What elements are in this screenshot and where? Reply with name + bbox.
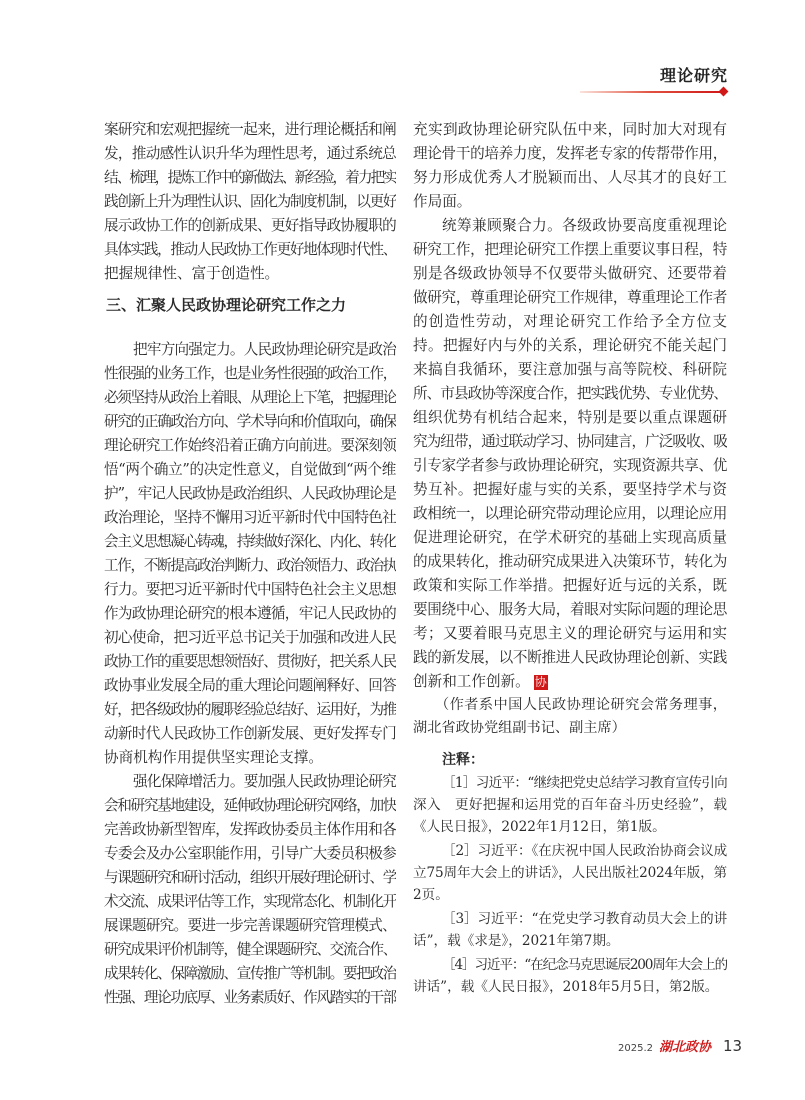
text-line: 湖北省政协党组副书记、副主席） [413,720,626,736]
text-line: 案研究和宏观把握统一起来，进行理论概括和阐 [104,121,396,138]
text-line: （作者系中国人民政协理论研究会常务理事， [435,697,727,713]
right-column [413,118,727,1000]
text-line: 来搞自我循环，要注意加强与高等院校、科研院 [413,361,727,378]
text-line: 性强、理论功底厚、业务素质好、作风踏实的干部 [104,989,396,1006]
paragraph [413,118,727,214]
text-line: 理论研究工作始终沿着正确方向前进。要深刻领 [104,437,396,454]
text-line: 把牢方向强定力。人民政协理论研究是政治 [133,341,396,358]
paragraph-lead: 把牢方向强定力。 [133,341,244,358]
text-line: 初心使命，把习近平总书记关于加强和改进人民 [104,629,396,646]
paragraph [104,338,396,770]
notes-list [413,772,727,998]
text-line: 性很强的业务工作，也是业务性很强的政治工作， [104,365,396,382]
text-line: 的创造性劳动，对理论研究工作给予全方位支 [413,313,727,330]
text-line: 具体实践，推动人民政协工作更好地体现时代性、 [104,241,396,258]
text-line: 悟“两个确立”的决定性意义，自觉做到“两个维 [104,461,396,478]
text-line: 政协事业发展全局的重大理论问题阐释好、回答 [104,677,396,694]
text-line: 要围绕中心、服务大局，着眼对实际问题的理论思 [413,601,727,618]
text-line: 展示政协工作的创新成果、更好指导政协履职的 [104,217,396,234]
text-line: 行力。要把习近平新时代中国特色社会主义思想 [104,581,396,598]
note-item [413,954,727,998]
text-line: 考；又要着眼马克思主义的理论研究与运用和实 [413,625,727,642]
text-line: 政治理论，坚持不懈用习近平新时代中国特色社 [104,509,396,526]
note-item [413,908,727,952]
notes-title: 注释： [442,752,484,768]
text-line: 研究成果评价机制等，健全课题研究、交流合作、 [104,941,396,958]
text-line: 研究工作，把理论研究工作摆上重要议事日程，特 [413,241,727,258]
text-line: 努力形成优秀人才脱颖而出、人尽其才的良好工 [413,169,727,186]
text-line: 统筹兼顾聚合力。各级政协要高度重视理论 [442,217,727,234]
text-line: 强化保障增活力。要加强人民政协理论研究 [133,773,396,790]
text-line: 深入 更好把握和运用党的百年奋斗历史经验”，载 [413,797,727,813]
paragraph-group [413,118,727,694]
section-header [580,60,730,100]
text-line: 护”，牢记人民政协是政治组织、人民政协理论是 [104,485,396,502]
left-column [104,118,396,1010]
paragraph-lead: 强化保障增活力。 [133,773,244,790]
text-line: ［4］习近平：“在纪念马克思诞辰200周年大会上的 [442,957,727,973]
text-line: ［3］习近平：“在党史学习教育动员大会上的讲 [442,911,727,927]
author-lines [413,694,727,740]
text-line: 《人民日报》，2022年1月12日，第1版。 [413,819,666,835]
text-line: 促进理论研究，在学术研究的基础上实现高质量 [413,529,727,546]
text-line: 政相统一，以理论研究带动理论应用，以理论应用 [413,505,727,522]
text-line: 会主义思想凝心铸魂，持续做好深化、内化、转化 [104,533,396,550]
text-line: 会和研究基地建设，延伸政协理论研究网络，加快 [104,797,396,814]
text-line: 所、市县政协等深度合作，把实践优势、专业优势、 [413,385,727,402]
issue-number: 2025.2 [618,1043,653,1054]
paragraph-group [104,338,396,1010]
text-line: 成果转化、保障激励、宣传推广等机制。要把政治 [104,965,396,982]
text-line: 研究的正确政治方向、学术导向和价值取向，确保 [104,413,396,430]
text-line: 践创新上升为理性认识、固化为制度机制，以更好 [104,193,396,210]
text-line: 作局面。 [413,193,472,210]
text-line: 与课题研究和研讨活动，组织开展好理论研讨、学 [104,869,396,886]
text-line: 的成果转化，推动研究成果进入决策环节，转化为 [413,553,727,570]
text-line: 践的新发展，以不断推进人民政协理论创新、实践 [413,649,727,666]
paragraph [104,118,396,286]
text-line: 创新和工作创新。 协 [413,673,547,690]
text-line: 政协工作的重要思想领悟好、贯彻好，把关系人民 [104,653,396,670]
section-heading: 三、汇聚人民政协理论研究工作之力 [106,296,347,314]
text-line: 立75周年大会上的讲话》，人民出版社2024年版，第 [413,865,727,881]
text-line: 充实到政协理论研究队伍中来，同时加大对现有 [413,121,727,138]
text-line: 协商机构作用提供坚实理论支撑。 [104,749,323,766]
end-mark-icon: 协 [534,675,547,689]
text-line: 完善政协新型智库，发挥政协委员主体作用和各 [104,821,396,838]
page-footer [618,1036,742,1055]
note-text [413,772,727,838]
text-line: 发，推动感性认识升华为理性思考，通过系统总 [104,145,396,162]
text-line: 工作，不断提高政治判断力、政治领悟力、政治执 [104,557,396,574]
text-line: 必须坚持从政治上着眼、从理论上下笔，把握理论 [104,389,396,406]
author-note [413,694,727,740]
text-line: 术交流、成果评估等工作，实现常态化、机制化开 [104,893,396,910]
magazine-logo: 湖北政协 [659,1040,712,1055]
text-line: 结、梳理，提炼工作中的新做法、新经验，着力把实 [104,169,396,186]
text-line: ［2］习近平：《在庆祝中国人民政治协商会议成 [442,843,727,859]
text-line: 做研究，尊重理论研究工作规律，尊重理论工作者 [413,289,727,306]
text-line: 理论骨干的培养力度，发挥老专家的传帮带作用， [413,145,727,162]
section-title: 理论研究 [659,66,728,85]
diamond-icon [719,87,729,97]
text-line: 政策和实际工作举措。把握好近与远的关系，既 [413,577,727,594]
text-line: 引专家学者参与政协理论研究，实现资源共享、优 [413,457,727,474]
text-line: 究为纽带，通过联动学习、协同建言，广泛吸收、吸 [413,433,727,450]
text-line: 专委会及办公室职能作用，引导广大委员积极参 [104,845,396,862]
paragraph-lead: 统筹兼顾聚合力。 [442,217,563,234]
text-line: 展课题研究。要进一步完善课题研究管理模式、 [104,917,396,934]
text-line: 作为政协理论研究的根本遵循，牢记人民政协的 [104,605,396,622]
text-line: 讲话”，载《人民日报》，2018年5月5日，第2版。 [413,979,719,995]
text-line: 组织优势有机结合起来，特别是要以重点课题研 [413,409,727,426]
paragraph-group [104,118,396,286]
note-text [413,840,727,906]
note-text [413,908,727,952]
text-line: 持。把握好内与外的关系，理论研究不能关起门 [413,337,727,354]
text-line: 别是各级政协领导不仅要带头做研究、还要带着 [413,265,727,282]
text-line: ［1］习近平：“继续把党史总结学习教育宣传引向 [442,775,727,791]
header-rule [580,91,722,93]
text-line: 势互补。把握好虚与实的关系，要坚持学术与资 [413,481,727,498]
note-item [413,772,727,838]
page-number: 13 [723,1037,743,1055]
note-item [413,840,727,906]
text-line: 话”，载《求是》，2021年第7期。 [413,933,620,949]
text-line: 2页。 [413,887,449,903]
note-text [413,954,727,998]
paragraph [104,770,396,1010]
text-line: 把握规律性、富于创造性。 [104,265,280,282]
paragraph [413,214,727,694]
text-line: 动新时代人民政协工作创新发展、更好发挥专门 [104,725,396,742]
text-line: 好，把各级政协的履职经验总结好、运用好，为推 [104,701,396,718]
